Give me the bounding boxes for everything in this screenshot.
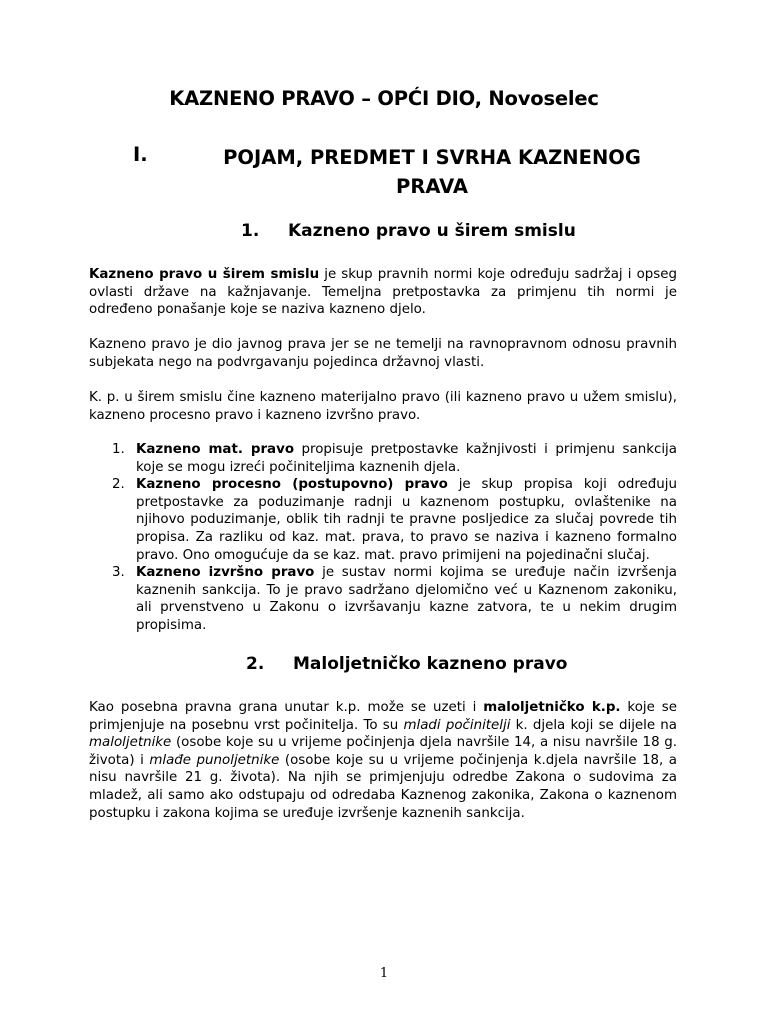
term-minors: maloljetnike bbox=[89, 735, 172, 751]
paragraph-definition-text: je skup pravnih normi koje određuju sadržaj i opseg ovlasti države na kažnjavanje. Temeljna pretpostavka za primjenu tih normi je određeno ponašanje koje se naziva kazneno djelo. bbox=[89, 267, 677, 318]
list-item-term: Kazneno procesno (postupovno) pravo bbox=[136, 477, 448, 493]
list-item-term: Kazneno izvršno pravo bbox=[136, 565, 315, 581]
chapter-title: POJAM, PREDMET I SVRHA KAZNENOG PRAVA bbox=[223, 146, 641, 198]
list-item-number: 2. bbox=[112, 477, 125, 493]
paragraph-composition: K. p. u širem smislu čine kazneno materijalno pravo (ili kazneno pravo u užem smislu), kazneno procesno pravo i kazneno izvršno pravo. bbox=[89, 390, 677, 423]
list-item bbox=[109, 476, 677, 564]
paragraph-public-law: Kazneno pravo je dio javnog prava jer se ne temelji na ravnopravnom odnosu pravnih subjekata nego na podvrgavanju pojedinca državnoj vlasti. bbox=[89, 337, 677, 370]
section-2-number: 2. bbox=[246, 654, 265, 674]
list-item-number: 3. bbox=[112, 565, 125, 581]
list-item-number: 1. bbox=[112, 442, 125, 457]
page-number: 1 bbox=[379, 966, 389, 981]
text-run: (osobe koje su u vrijeme počinjenja k.djela navršile 18, a nisu navršile 21 g. života). Na njih se primjenjuju odredbe Zakona o sudovima za mladež, ali samo ako odstupaju od odredaba Kaznenog zakonika, Zakona o kaznenom postupku i zakona kojima se uređuje izvršenje kaznenih sankcija. bbox=[89, 752, 678, 821]
text-run: Kao posebna pravna grana unutar k.p. može se uzeti i bbox=[89, 700, 484, 715]
list-item bbox=[109, 564, 677, 634]
list-item-term: Kazneno mat. pravo bbox=[136, 442, 295, 457]
section-1-title: Kazneno pravo u širem smislu bbox=[288, 221, 576, 241]
term-juvenile-criminal-law: maloljetničko k.p. bbox=[483, 700, 621, 715]
paragraph-definition-term: Kazneno pravo u širem smislu bbox=[89, 267, 320, 282]
term-young-offenders: mladi počinitelji bbox=[403, 717, 511, 733]
section-1-number: 1. bbox=[241, 221, 260, 241]
section-2-title: Maloljetničko kazneno pravo bbox=[293, 654, 568, 674]
document-title: KAZNENO PRAVO – OPĆI DIO, Novoselec bbox=[169, 87, 599, 110]
list-item-text: je sustav normi kojima se uređuje način izvršenja kaznenih sankcija. To je pravo sadržano djelomično već u Kaznenom zakoniku, ali prvenstveno u Zakonu o izvršavanju kazne zatvora, te u nekim drugim propisima. bbox=[136, 565, 677, 633]
list-item-text: propisuje pretpostavke kažnjivosti i primjenu sankcija koje se mogu izreći počiniteljima kaznenih djela. bbox=[136, 442, 677, 475]
list-item bbox=[109, 441, 677, 476]
text-run: k. djela koji se dijele na bbox=[510, 717, 678, 733]
text-run: koje se primjenjuje na posebnu vrst počinitelja. To su bbox=[89, 700, 677, 733]
branches-list bbox=[109, 441, 677, 635]
text-run: (osobe koje su u vrijeme počinjenja djela navršile 14, a nisu navršile 18 g. života) i bbox=[89, 735, 677, 768]
list-item-text: je skup propisa koji određuju pretpostavke za poduzimanje radnji u kaznenom postupku, ovlaštenike na njihovo poduzimanje, oblik tih radnji te pravne posljedice za slučaj povrede tih propisa. Za razliku od kaz. mat. prava, to pravo se naziva i kazneno formalno pravo. Ono omogućuje da se kaz. mat. pravo primijeni na pojedinačni slučaj. bbox=[136, 477, 677, 563]
term-young-adults: mlađe punoljetnike bbox=[149, 752, 280, 768]
paragraph-definition bbox=[89, 266, 677, 319]
paragraph-juvenile bbox=[89, 699, 677, 822]
chapter-number: I. bbox=[133, 143, 148, 166]
